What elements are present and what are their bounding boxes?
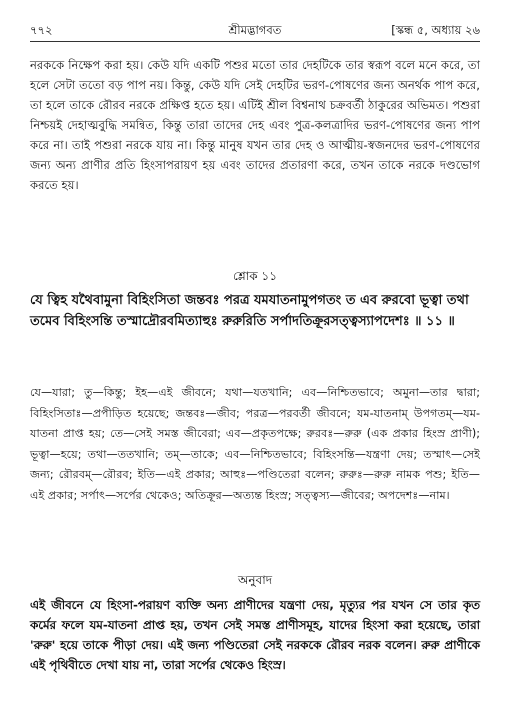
translation-text: এই জীবনে যে হিংসা-পরায়ণ ব্যক্তি অন্য প্রাণীদের যন্ত্রণা দেয়, মৃত্যুর পর যখন সে তার কৃত কর্মের ফলে যম-যাতনা প্রাপ্ত হয়, তখন সেই সমস্ত প্রাণীসমূহ, যাদের হিংসা করা হয়েছে, তারা 'রুরু' হয়ে তাকে পীড়া দেয়। এই জন্য পণ্ডিতেরা সেই নরককে রৌরব নরক বলেন। রুরু প্রাণীকে এই পৃথিবীতে দেখা যায় না, তারা সর্পের থেকেও হিংস্র। (30, 598, 480, 672)
verse-section (30, 268, 480, 288)
canto-chapter-location: [স্কন্ধ ৫, অধ্যায় ২৬ (391, 23, 480, 37)
translation-heading: অনুবাদ (237, 573, 273, 587)
synonyms-section (30, 383, 480, 506)
verse-block (30, 290, 480, 332)
page-number: ৭৭২ (30, 23, 53, 37)
page-header (30, 22, 480, 38)
translation-heading-block (30, 572, 480, 592)
purport-text: নরককে নিক্ষেপ করা হয়। কেউ যদি একটি পশুর মতো তার দেহটিকে তার স্বরূপ বলে মনে করে, তা হলে সেটা ততো বড় পাপ নয়। কিন্তু, কেউ যদি সেই দেহটির ভরণ-পোষণের জন্য অনর্থক পাপ করে, তা হলে তাকে রৌরব নরকে প্রক্ষিপ্ত হতে হয়। এটিই শ্রীল বিশ্বনাথ চক্রবর্তী ঠাকুরের অভিমত। পশুরা নিশ্চয়ই দেহাত্মবুদ্ধি সমন্বিত, কিন্তু তারা তাদের দেহ এবং পুত্র-কলত্রাদির ভরণ-পোষণের জন্য পাপ করে না। তাই পশুরা নরকে যায় না। কিন্তু মানুষ যখন তার দেহ ও আত্মীয়-স্বজনদের ভরণ-পোষণের জন্য অন্য প্রাণীর প্রতি হিংসাপরায়ণ হয় এবং তাদের প্রতারণা করে, তখন তাকে নরকে দণ্ডভোগ করতে হয়। (30, 58, 480, 192)
synonyms-text: যে—যারা; তু—কিন্তু; ইহ—এই জীবনে; যথা—যতখানি; এব—নিশ্চিতভাবে; অমুনা—তার দ্বারা; বিহিংসিতাঃ—প্রপীড়িত হয়েছে; জন্তবঃ—জীব; পরত্র—পরবর্তী জীবনে; যম-যাতনাম্ উপগতম্—যম-যাতনা প্রাপ্ত হয়; তে—সেই সমস্ত জীবেরা; এব—প্রকৃতপক্ষে; রুরবঃ—রুরু (এক প্রকার হিংস্র প্রাণী); ভূত্বা—হয়ে; তথা—ততখানি; তম্—তাকে; এব—নিশ্চিতভাবে; বিহিংসন্তি—যন্ত্রণা দেয়; তস্মাৎ—সেই জন্য; রৌরবম্—রৌরব; ইতি—এই প্রকার; আহুঃ—পণ্ডিতেরা বলেন; রুরুঃ—রুরু নামক পশু; ইতি—এই প্রকার; সর্পাৎ—সর্পের থেকেও; অতিক্রূর—অত্যন্ত হিংস্র; সত্ত্বস্য—জীবের; অপদেশঃ—নাম। (30, 386, 480, 502)
translation-section (30, 595, 480, 675)
purport-section (30, 55, 480, 195)
book-title: শ্রীমদ্ভাগবত (228, 23, 282, 37)
verse-text: যে ত্বিহ যথৈবামুনা বিহিংসিতা জন্তবঃ পরত্র যমযাতনামুপগতং ত এব রুরবো ভূত্বা তথা তমেব বিহিংসন্তি তস্মাদ্রৌরবমিত্যাহুঃ রুরুরিতি সর্পাদতিক্রূরসত্ত্বস্যাপদেশঃ ॥ ১১ ॥ (30, 293, 469, 329)
header-rule (30, 41, 480, 42)
verse-heading: শ্লোক ১১ (233, 269, 277, 283)
